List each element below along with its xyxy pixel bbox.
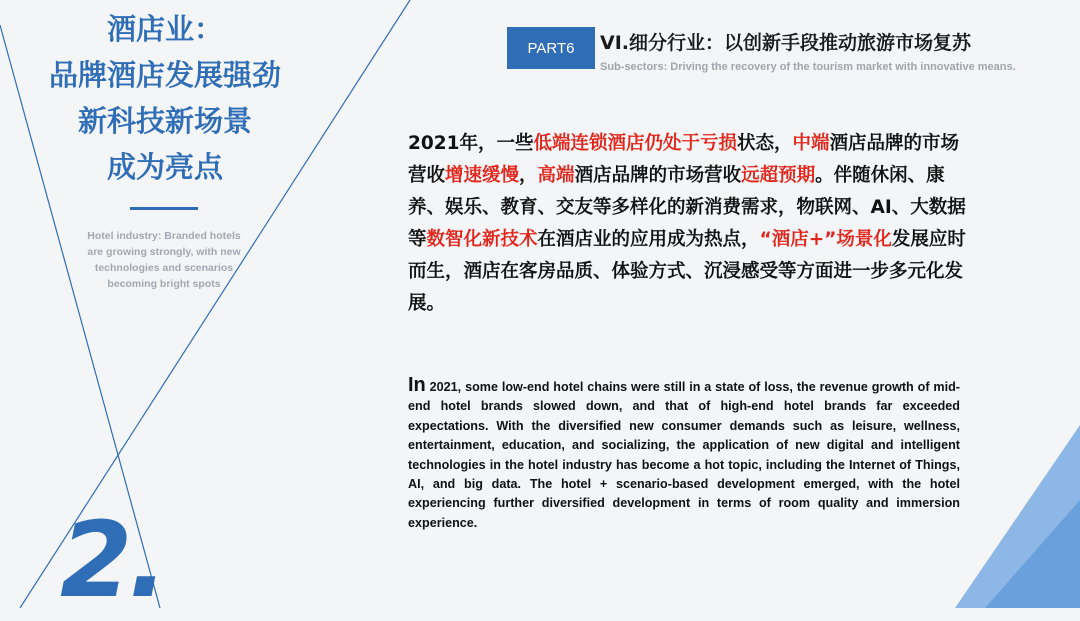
highlight-segment: 中端 (792, 133, 830, 154)
section-subtitle-line: becoming bright spots (107, 278, 221, 290)
section-title (20, 6, 310, 190)
highlight-segment: 数智化新技术 (426, 229, 538, 250)
section-subtitle (60, 228, 268, 292)
highlight-segment: 远超预期 (741, 165, 816, 186)
section-title-line: 酒店业： (106, 12, 223, 46)
section-title-line: 成为亮点 (106, 150, 223, 184)
title-divider (130, 207, 198, 210)
highlight-segment: “酒店+”场景化 (759, 229, 892, 250)
part-badge: PART6 (507, 27, 595, 69)
header-title: VI.细分行业：以创新手段推动旅游市场复苏 (600, 32, 971, 54)
chinese-paragraph (408, 128, 968, 320)
text-segment: 发展应时而生，酒店在客房品质、体验方式、沉浸感受等方面进一步多元化发展。 (408, 229, 966, 314)
highlight-segment: 增速缓慢 (445, 165, 520, 186)
section-title-line: 品牌酒店发展强劲 (48, 58, 281, 92)
english-paragraph (408, 376, 960, 533)
text-segment: 在酒店业的应用成为热点， (537, 229, 760, 250)
text-segment: 酒店品牌的市场营收 (408, 133, 960, 186)
text-segment: 。伴随休闲、康养、娱乐、教育、交友等多样化的新消费需求，物联网、AI、大数据等 (408, 165, 966, 250)
highlight-segment: 低端连锁酒店仍处于亏损 (533, 133, 738, 154)
text-segment: 2021年，一些 (408, 133, 534, 154)
dropcap: In (408, 374, 426, 396)
section-subtitle-line: are growing strongly, with new (87, 246, 241, 258)
highlight-segment: 高端 (537, 165, 575, 186)
section-number: 2. (60, 499, 164, 621)
header-subtitle: Sub-sectors: Driving the recovery of the tourism market with innovative means. (600, 61, 1016, 73)
section-subtitle-line: Hotel industry: Branded hotels (87, 230, 241, 242)
text-segment: 酒店品牌的市场营收 (574, 165, 742, 186)
english-text: 2021, some low-end hotel chains were still in a state of loss, the revenue growth of mid-end hotel brands slowed down, and that of high-end hotel brands far exceeded expectations. With the diversified new consumer demands such as leisure, wellness, entertainment, education, and socializing, the application of new digital and intelligent technologies in the hotel industry has become a hot topic, including the Internet of Things, AI, and big data. The hotel + scenario-based development emerged, with the hotel experiencing further diversified development in terms of room quality and immersion experience. (408, 380, 960, 530)
text-segment: ， (519, 165, 538, 186)
section-subtitle-line: technologies and scenarios (94, 262, 234, 274)
text-segment: 状态， (737, 133, 793, 154)
section-title-line: 新科技新场景 (77, 104, 252, 138)
